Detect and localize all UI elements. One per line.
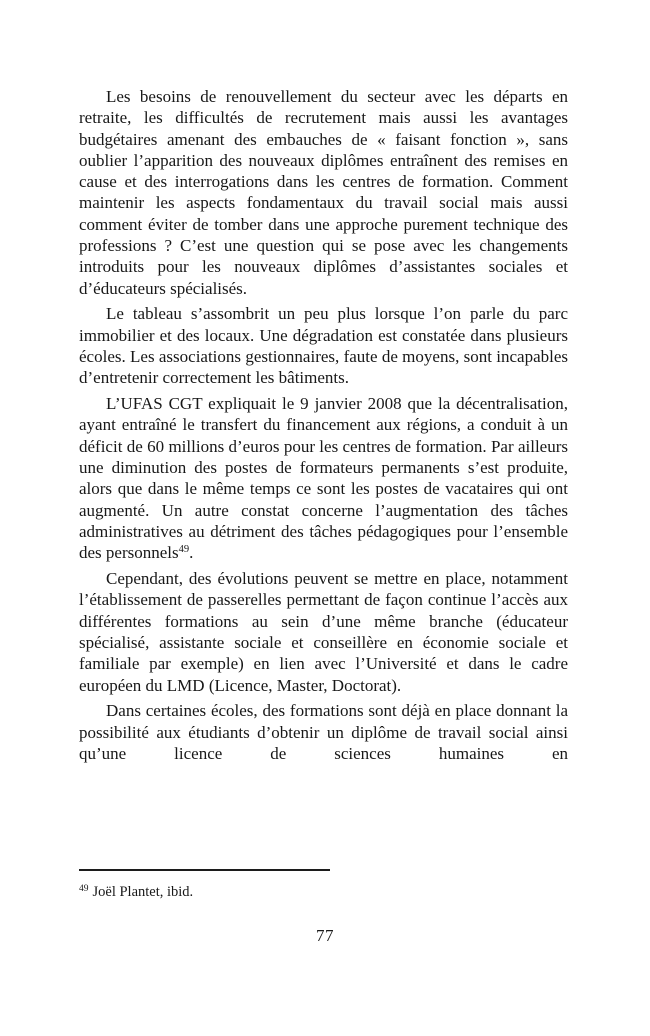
page-number: 77: [316, 926, 334, 945]
body-text: [79, 86, 568, 769]
paragraph-5: Dans certaines écoles, des formations sont déjà en place donnant la possibilité aux étudiants d’obtenir un diplôme de travail social ainsi qu’une licence de sciences humaines en: [79, 701, 568, 763]
footnote: [79, 883, 568, 902]
paragraph-1: Les besoins de renouvellement du secteur avec les départs en retraite, les difficultés de recrutement mais aussi les avantages budgétaires amenant des embauches de « faisant fonction », sans oublier l’apparition des nouveaux diplômes entraînent des remises en cause et des interrogations dans les centres de formation. Comment maintenir les aspects fondamentaux du travail social mais aussi comment éviter de tomber dans une approche purement technique des professions ? C’est une question qui se pose avec les changements introduits pour les nouveaux diplômes d’assistantes sociales et d’éducateurs spécialisés.: [79, 87, 568, 298]
footnote-marker: 49: [79, 884, 89, 894]
footnote-separator: [79, 869, 330, 871]
footnote-text: Joël Plantet, ibid.: [92, 884, 194, 900]
footnote-reference-49: 49: [178, 544, 190, 556]
paragraph-2: Le tableau s’assombrit un peu plus lorsque l’on parle du parc immobilier et des locaux. Une dégradation est constatée dans plusieurs écoles. Les associations gestionnaires, faute de moyens, sont incapables d’entretenir correctement les bâtiments.: [79, 304, 568, 388]
paragraph-4: Cependant, des évolutions peuvent se mettre en place, notamment l’établissement de passerelles permettant de façon continue l’accès aux différentes formations au sein d’une même branche (éducateur spécialisé, assistante sociale et conseillère en économie sociale et familiale par exemple) en lien avec l’Université et dans le cadre européen du LMD (Licence, Master, Doctorat).: [79, 569, 568, 695]
paragraph-3-text: L’UFAS CGT expliquait le 9 janvier 2008 que la décentralisation, ayant entraîné le transfert du financement aux régions, a conduit à un déficit de 60 millions d’euros pour les centres de formation. Par ailleurs une diminution des postes de formateurs permanents s’est produite, alors que dans le même temps ce sont les postes de vacataires qui ont augmenté. Un autre constat concerne l’augmentation des tâches administratives au détriment des tâches pédagogiques pour l’ensemble des personnels: [79, 394, 568, 563]
paragraph-3: [79, 393, 568, 563]
paragraph-3-period: .: [189, 543, 194, 563]
